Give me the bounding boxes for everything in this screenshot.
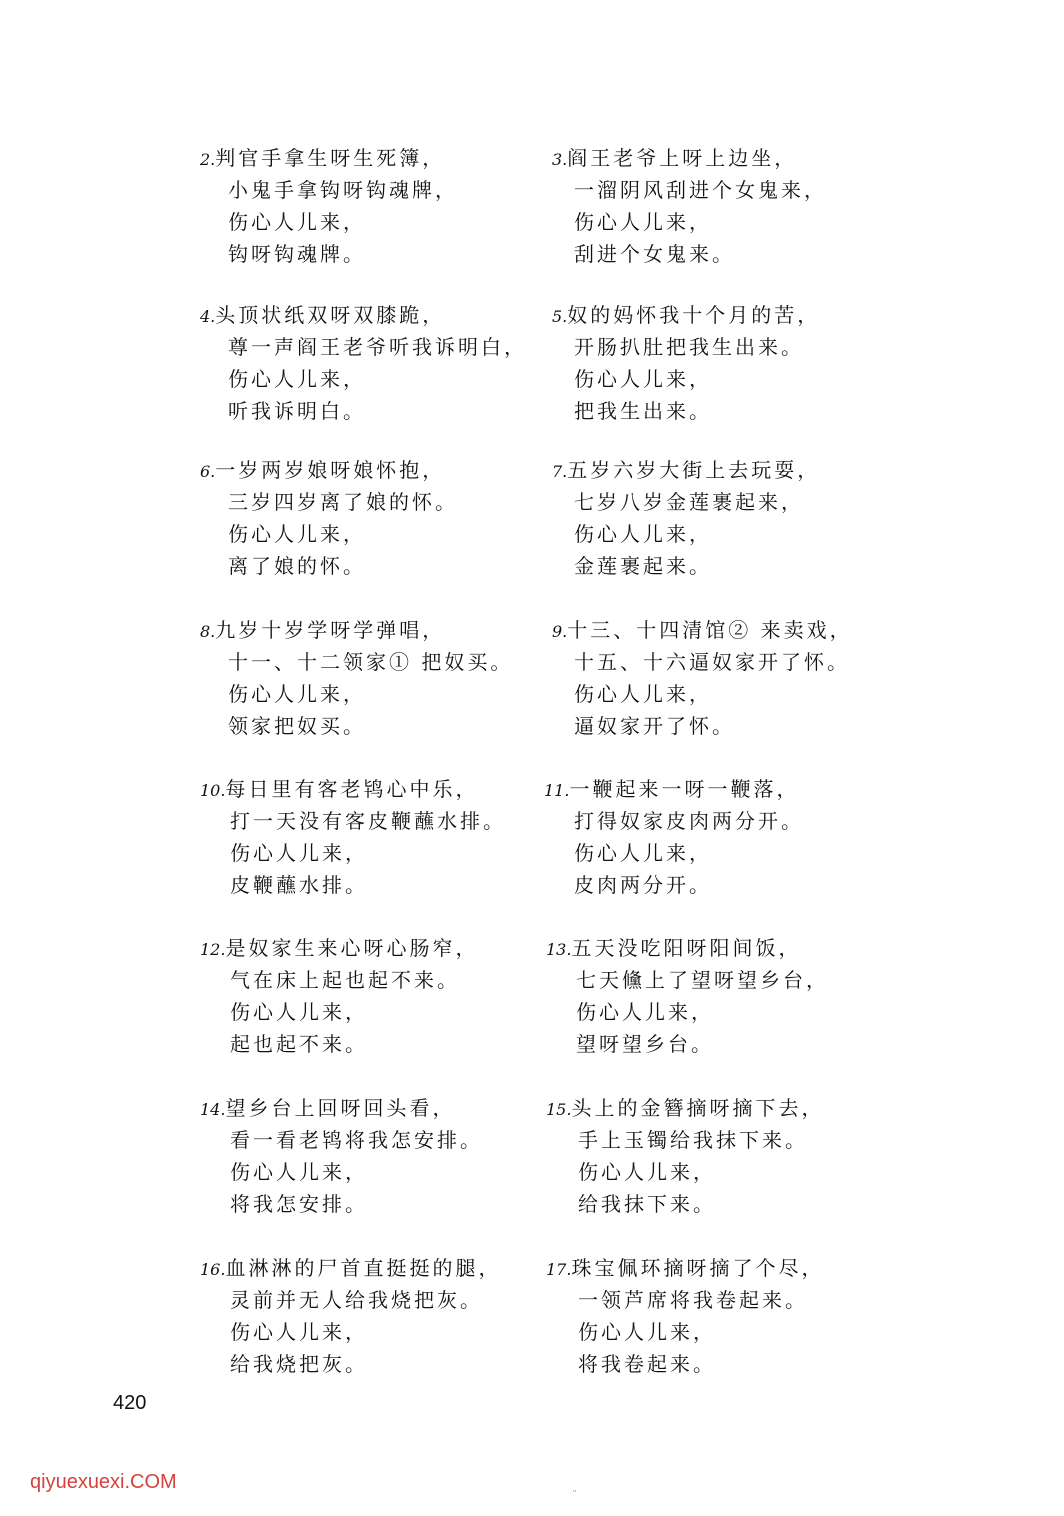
stanza-number: 13. [546, 940, 572, 959]
stanza-number: 5. [552, 307, 568, 326]
stanza-line: 伤心人儿来， [230, 841, 368, 865]
stanza-line: 伤心人儿来， [228, 682, 366, 706]
stanza-line: 11.一鞭起来一呀一鞭落， [544, 773, 799, 807]
stanza-line: 给我烧把灰。 [230, 1352, 368, 1376]
stanza-line: 金莲裹起来。 [574, 554, 712, 578]
stanza-line: 皮肉两分开。 [574, 873, 712, 897]
stanza-line: 伤心人儿来， [574, 841, 712, 865]
stanza-line: 伤心人儿来， [574, 367, 712, 391]
stanza-line: 起也起不来。 [230, 1032, 368, 1056]
stanza-number: 9. [552, 622, 568, 641]
stanza-line: 将我怎安排。 [230, 1192, 368, 1216]
stanza-line: 15.头上的金簪摘呀摘下去， [546, 1092, 824, 1126]
stanza-line: 16.血淋淋的尸首直挺挺的腿， [200, 1252, 501, 1286]
stanza-line: 伤心人儿来， [228, 522, 366, 546]
stanza-line: 3.阎王老爷上呀上边坐， [552, 142, 797, 176]
stanza-line: 听我诉明白。 [228, 399, 366, 423]
stanza-line: 一溜阴风刮进个女鬼来， [574, 178, 827, 202]
stanza-line: 望呀望乡台。 [576, 1032, 714, 1056]
stanza-line: 尊一声阎王老爷听我诉明白， [228, 335, 527, 359]
stanza-line: 4.头顶状纸双呀双膝跪， [200, 299, 445, 333]
stanza-number: 4. [200, 307, 216, 326]
stanza-line: 领家把奴买。 [228, 714, 366, 738]
stanza-line: 伤心人儿来， [230, 1160, 368, 1184]
stanza-line: 十一、十二领家① 把奴买。 [228, 650, 514, 674]
stanza-line: 手上玉镯给我抹下来。 [578, 1128, 808, 1152]
stanza-line: 伤心人儿来， [574, 682, 712, 706]
stanza-line: 伤心人儿来， [578, 1320, 716, 1344]
stanza-line: 七岁八岁金莲裹起来， [574, 490, 804, 514]
stanza-line: 伤心人儿来， [574, 522, 712, 546]
stanza-number: 3. [552, 150, 568, 169]
stanza-number: 15. [546, 1100, 572, 1119]
stanza-line: 伤心人儿来， [230, 1320, 368, 1344]
stanza-line: 把我生出来。 [574, 399, 712, 423]
stanza-line: 离了娘的怀。 [228, 554, 366, 578]
stanza-line: 9.十三、十四清馆② 来卖戏， [552, 614, 853, 648]
stanza-number: 16. [200, 1260, 226, 1279]
stanza-line: 5.奴的妈怀我十个月的苦， [552, 299, 820, 333]
stanza-line: 13.五天没吃阳呀阳间饭， [546, 932, 801, 966]
stanza-line: 伤心人儿来， [228, 367, 366, 391]
stanza-line: 12.是奴家生来心呀心肠窄， [200, 932, 478, 966]
stanza-line: 钩呀钩魂牌。 [228, 242, 366, 266]
page-number: 420 [113, 1392, 147, 1414]
stanza-line: 伤心人儿来， [228, 210, 366, 234]
stanza-number: 17. [546, 1260, 572, 1279]
stanza-line: 开肠扒肚把我生出来。 [574, 335, 804, 359]
stanza-line: 刮进个女鬼来。 [574, 242, 735, 266]
stanza-number: 10. [200, 781, 226, 800]
stanza-line: 伤心人儿来， [230, 1000, 368, 1024]
stanza-line: 2.判官手拿生呀生死簿， [200, 142, 445, 176]
stanza-line: 伤心人儿来， [576, 1000, 714, 1024]
stanza-number: 12. [200, 940, 226, 959]
stanza-line: 14.望乡台上回呀回头看， [200, 1092, 455, 1126]
stanza-line: 伤心人儿来， [578, 1160, 716, 1184]
stanza-line: 10.每日里有客老鸨心中乐， [200, 773, 478, 807]
stanza-line: 十五、十六逼奴家开了怀。 [574, 650, 850, 674]
stanza-line: 灵前并无人给我烧把灰。 [230, 1288, 483, 1312]
stanza-line: 伤心人儿来， [574, 210, 712, 234]
stanza-number: 8. [200, 622, 216, 641]
stanza-line: 七天儵上了望呀望乡台， [576, 968, 829, 992]
stanza-line: 三岁四岁离了娘的怀。 [228, 490, 458, 514]
stanza-number: 7. [552, 462, 568, 481]
scan-mark: ¨ [572, 1490, 577, 1501]
stanza-line: 6.一岁两岁娘呀娘怀抱， [200, 454, 445, 488]
stanza-line: 小鬼手拿钩呀钩魂牌， [228, 178, 458, 202]
stanza-line: 8.九岁十岁学呀学弹唱， [200, 614, 445, 648]
stanza-line: 7.五岁六岁大街上去玩耍， [552, 454, 820, 488]
stanza-line: 17.珠宝佩环摘呀摘了个尽， [546, 1252, 824, 1286]
stanza-number: 14. [200, 1100, 226, 1119]
stanza-line: 一领芦席将我卷起来。 [578, 1288, 808, 1312]
stanza-number: 11. [544, 781, 570, 800]
stanza-line: 给我抹下来。 [578, 1192, 716, 1216]
stanza-line: 逼奴家开了怀。 [574, 714, 735, 738]
stanza-line: 打一天没有客皮鞭蘸水排。 [230, 809, 506, 833]
stanza-number: 2. [200, 150, 216, 169]
stanza-line: 气在床上起也起不来。 [230, 968, 460, 992]
stanza-line: 将我卷起来。 [578, 1352, 716, 1376]
stanza-number: 6. [200, 462, 216, 481]
watermark-text: qiyuexuexi.COM [30, 1471, 177, 1493]
stanza-line: 皮鞭蘸水排。 [230, 873, 368, 897]
stanza-line: 打得奴家皮肉两分开。 [574, 809, 804, 833]
stanza-line: 看一看老鸨将我怎安排。 [230, 1128, 483, 1152]
